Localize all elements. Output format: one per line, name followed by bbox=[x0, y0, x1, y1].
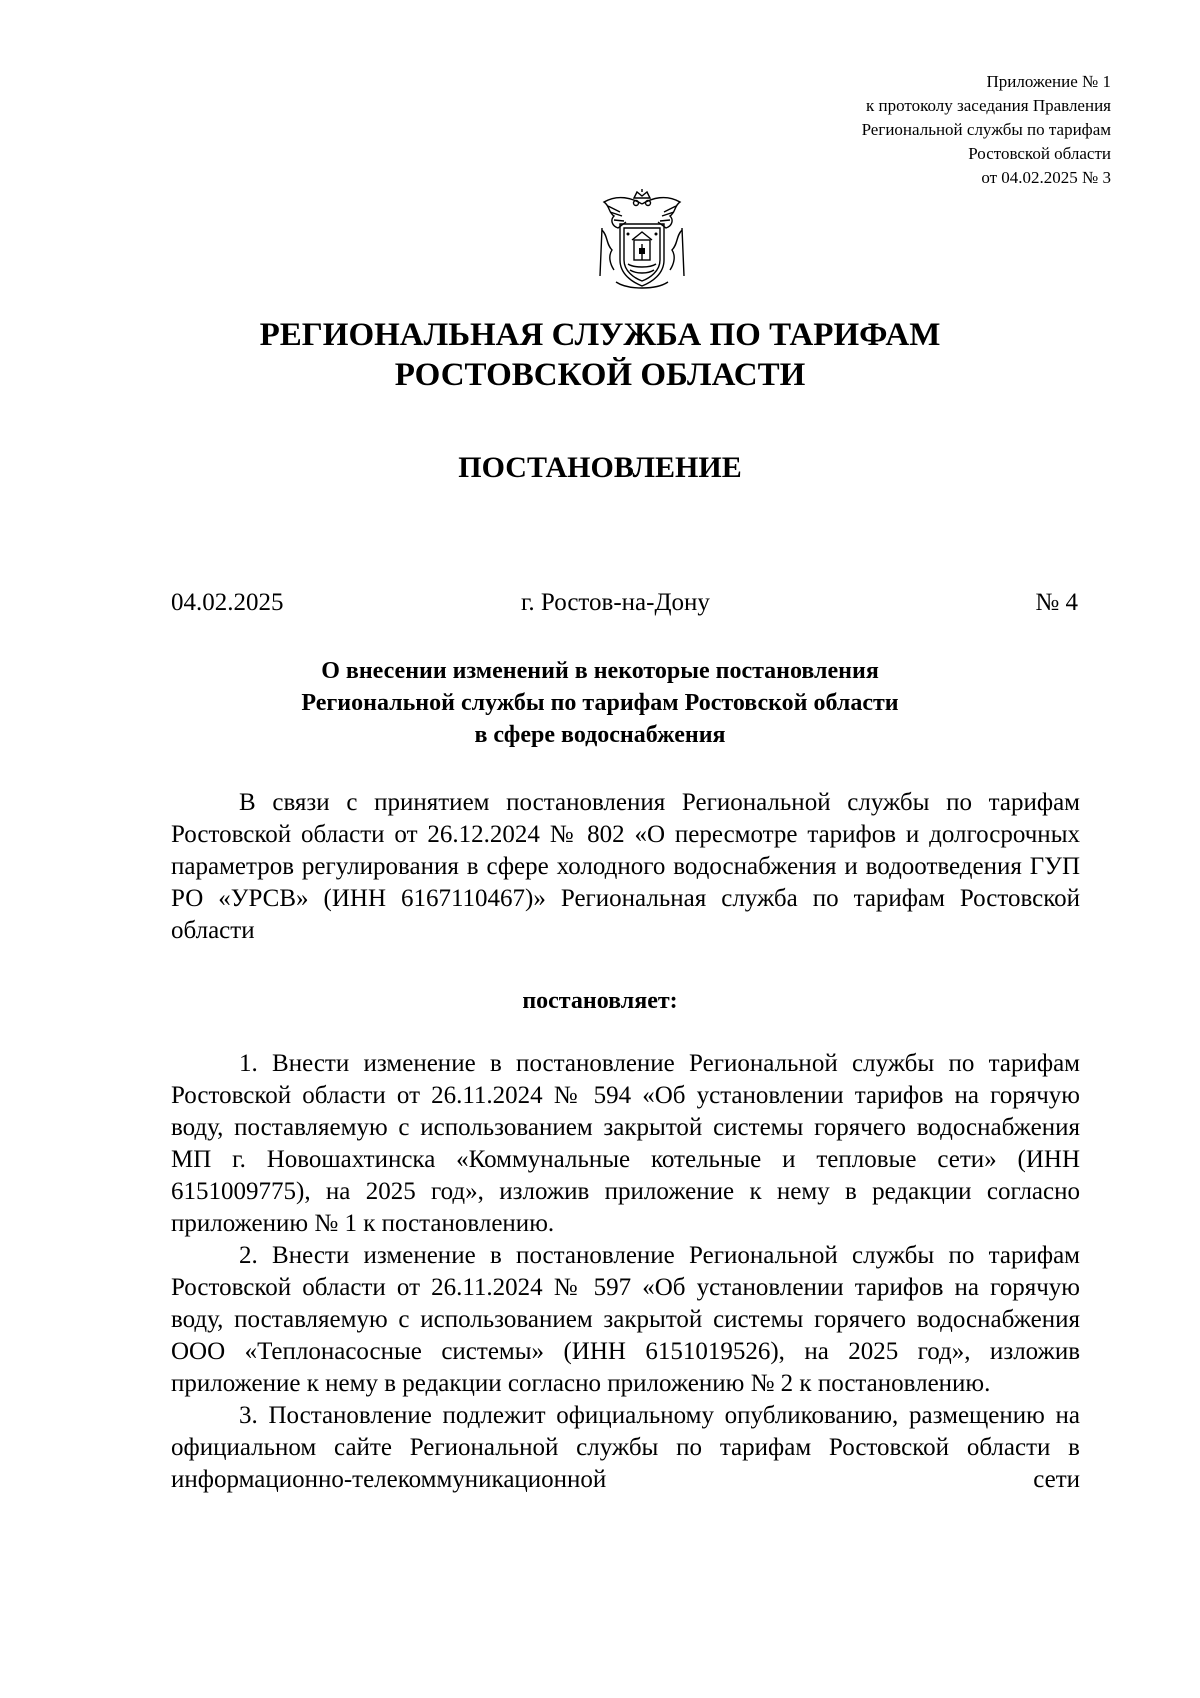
decree-item: 1. Внести изменение в постановление Региональной службы по тарифам Ростовской области от 26.11.2024 № 594 «Об установлении тарифов на горячую воду, поставляемую с использованием закрытой системы горячего водоснабжения МП г. Новошахтинска «Коммунальные котельные и тепловые сети» (ИНН 6151009775), на 2025 год», изложив приложение к нему в редакции согласно приложению № 1 к постановлению. bbox=[171, 1050, 1080, 1237]
document-type: ПОСТАНОВЛЕНИЕ bbox=[458, 451, 742, 484]
document-city: г. Ростов-на-Дону bbox=[521, 589, 710, 616]
preamble bbox=[171, 787, 1080, 947]
coat-of-arms-icon bbox=[596, 188, 688, 292]
subject-line: Региональной службы по тарифам Ростовской области bbox=[301, 690, 899, 716]
appendix-line: Приложение № 1 bbox=[986, 72, 1111, 91]
subject-line: в сфере водоснабжения bbox=[474, 722, 726, 748]
appendix-line: к протоколу заседания Правления bbox=[866, 96, 1111, 115]
subject-line: О внесении изменений в некоторые постановления bbox=[321, 658, 879, 684]
appendix-line: Региональной службы по тарифам bbox=[861, 120, 1111, 139]
preamble-paragraph: В связи с принятием постановления Региональной службы по тарифам Ростовской области от 26.12.2024 № 802 «О пересмотре тарифов и долгосрочных параметров регулирования в сфере холодного водоснабжения и водоотведения ГУП РО «УРСВ» (ИНН 6167110467)» Региональная служба по тарифам Ростовской области bbox=[171, 789, 1080, 944]
decree-item: 2. Внести изменение в постановление Региональной службы по тарифам Ростовской области от 26.11.2024 № 597 «Об установлении тарифов на горячую воду, поставляемую с использованием закрытой системы горячего водоснабжения ООО «Теплонасосные системы» (ИНН 6151019526), на 2025 год», изложив приложение к нему в редакции согласно приложению № 2 к постановлению. bbox=[171, 1242, 1080, 1397]
appendix-line: от 04.02.2025 № 3 bbox=[981, 168, 1111, 187]
decree-verb: постановляет: bbox=[522, 988, 678, 1014]
organization-title-line: РОСТОВСКОЙ ОБЛАСТИ bbox=[394, 357, 806, 393]
document-subject bbox=[0, 655, 1200, 751]
organization-title-line: РЕГИОНАЛЬНАЯ СЛУЖБА ПО ТАРИФАМ bbox=[259, 317, 941, 353]
decree-item: 3. Постановление подлежит официальному опубликованию, размещению на официальном сайте Региональной службы по тарифам Ростовской области в информационно-телекоммуникационной сети bbox=[171, 1402, 1080, 1493]
organization-title bbox=[0, 315, 1200, 395]
document-number: № 4 bbox=[1035, 589, 1078, 616]
document-date: 04.02.2025 bbox=[171, 589, 284, 616]
document-meta bbox=[171, 588, 1078, 620]
appendix-block bbox=[862, 70, 1111, 190]
decree-items bbox=[171, 1048, 1080, 1496]
appendix-line: Ростовской области bbox=[968, 144, 1111, 163]
